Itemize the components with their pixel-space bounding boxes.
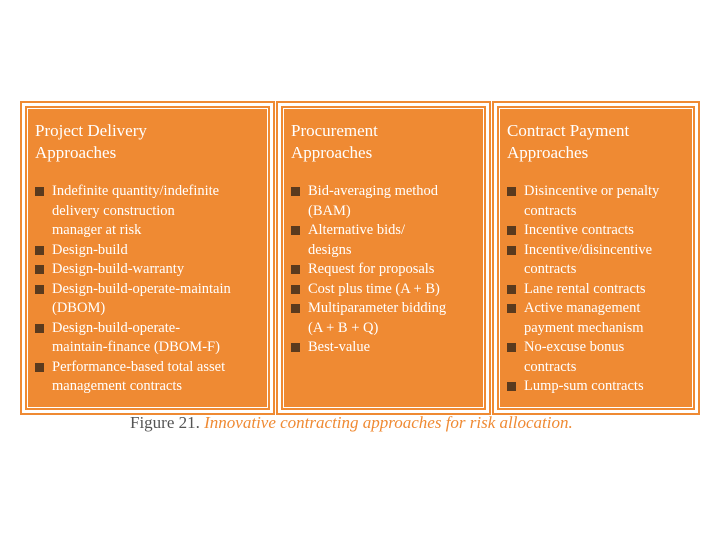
item-text: Incentive contracts [524,222,634,238]
list-item [35,241,264,261]
square-bullet-icon [507,304,516,313]
list-item [35,280,264,319]
list-item [291,299,480,338]
list-item [291,182,480,221]
item-text: Cost plus time (A + B) [308,280,440,297]
item-text: Design-build-operate- maintain-finance (DBOM-F) [52,319,220,355]
panel-contract-payment [497,106,695,410]
item-text: Design-build-warranty [52,261,185,277]
square-bullet-icon [507,246,516,255]
list-item [507,338,689,377]
item-text: Multiparameter bidding (A + B + Q) [308,300,447,336]
panel-title: Project Delivery Approaches [35,121,147,162]
square-bullet-icon [291,285,300,294]
list-item [35,319,264,358]
panel-title: Procurement Approaches [291,121,378,162]
panel-title: Contract Payment Approaches [507,121,630,162]
square-bullet-icon [35,324,44,333]
square-bullet-icon [35,187,44,196]
item-text: Indefinite quantity/indefinite delivery construction manager at risk [52,183,220,238]
list-item [291,260,480,280]
square-bullet-icon [507,343,516,352]
figure-caption [130,412,573,434]
item-text: Alternative bids/ designs [308,222,406,258]
list-item [507,299,689,338]
list-item [291,221,480,260]
list-item [35,358,264,397]
figure-label: Figure 21. [130,413,200,432]
list-item [291,280,480,300]
square-bullet-icon [291,343,300,352]
list-item [507,221,689,241]
square-bullet-icon [291,226,300,235]
panel-procurement [281,106,486,410]
panel-project-delivery [25,106,270,410]
square-bullet-icon [291,265,300,274]
list-item [35,260,264,280]
square-bullet-icon [35,246,44,255]
item-text: Request for proposals [308,261,435,277]
item-text: Active management payment mechanism [524,300,644,336]
list-item [507,182,689,221]
list-item [507,280,689,300]
item-list [291,182,480,358]
item-text: Design-build [52,241,128,258]
square-bullet-icon [291,304,300,313]
square-bullet-icon [507,285,516,294]
item-list [507,182,689,397]
item-text: Best-value [308,339,371,355]
item-list [35,182,264,397]
item-text: Bid-averaging method (BAM) [308,183,439,219]
list-item [507,377,689,397]
square-bullet-icon [291,187,300,196]
square-bullet-icon [35,265,44,274]
list-item [291,338,480,358]
square-bullet-icon [35,363,44,372]
list-item [35,182,264,241]
item-text: Disincentive or penalty contracts [524,183,660,219]
item-text: Performance-based total asset management contracts [52,358,226,394]
list-item [507,241,689,280]
square-bullet-icon [507,187,516,196]
item-text: Lane rental contracts [524,280,646,297]
item-text: Design-build-operate-maintain (DBOM) [52,280,231,316]
item-text: Incentive/disincentive contracts [524,241,653,277]
item-text: Lump-sum contracts [524,378,644,394]
item-text: No-excuse bonus contracts [524,339,625,375]
figure-caption-text: Innovative contracting approaches for risk allocation. [204,413,573,432]
square-bullet-icon [507,226,516,235]
square-bullet-icon [507,382,516,391]
square-bullet-icon [35,285,44,294]
